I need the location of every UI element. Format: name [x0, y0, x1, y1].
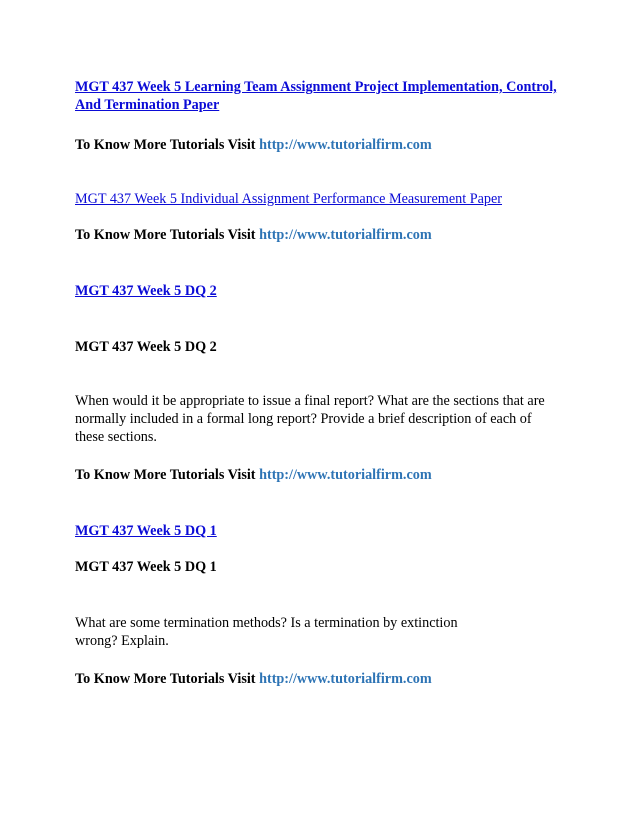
visit-line-2 [75, 226, 575, 244]
item-3-heading: MGT 437 Week 5 DQ 2 [75, 339, 217, 355]
visit-line-4 [75, 670, 575, 688]
body-line: When would it be appropriate to issue a final report? What are the sections that are [75, 393, 545, 409]
item-4-heading: MGT 437 Week 5 DQ 1 [75, 559, 217, 575]
body-line: these sections. [75, 429, 157, 445]
visit-label: To Know More Tutorials Visit [75, 137, 256, 153]
body-line: wrong? Explain. [75, 633, 169, 649]
item-4-link-block [75, 522, 575, 540]
body-line: normally included in a formal long report? Provide a brief description of each of [75, 411, 532, 427]
visit-label: To Know More Tutorials Visit [75, 227, 256, 243]
item-4-title-link[interactable]: MGT 437 Week 5 DQ 1 [75, 523, 217, 539]
item-4-body [75, 614, 575, 650]
visit-label: To Know More Tutorials Visit [75, 467, 256, 483]
visit-line-3 [75, 466, 575, 484]
visit-url-link[interactable]: http://www.tutorialfirm.com [259, 137, 432, 153]
item-2-link-block [75, 190, 575, 208]
visit-url-link[interactable]: http://www.tutorialfirm.com [259, 227, 432, 243]
item-3-title-link[interactable]: MGT 437 Week 5 DQ 2 [75, 283, 217, 299]
visit-line-1 [75, 136, 575, 154]
item-2-title-link[interactable]: MGT 437 Week 5 Individual Assignment Performance Measurement Paper [75, 191, 503, 207]
visit-url-link[interactable]: http://www.tutorialfirm.com [259, 671, 432, 687]
visit-url-link[interactable]: http://www.tutorialfirm.com [259, 467, 432, 483]
body-line: What are some termination methods? Is a termination by extinction [75, 615, 458, 631]
item-1-title-link[interactable]: MGT 437 Week 5 Learning Team Assignment Project Implementation, Control, And Termination Paper [75, 79, 557, 113]
item-3-body [75, 392, 575, 446]
item-1-link-block [75, 78, 575, 114]
visit-label: To Know More Tutorials Visit [75, 671, 256, 687]
item-3-link-block [75, 282, 575, 300]
